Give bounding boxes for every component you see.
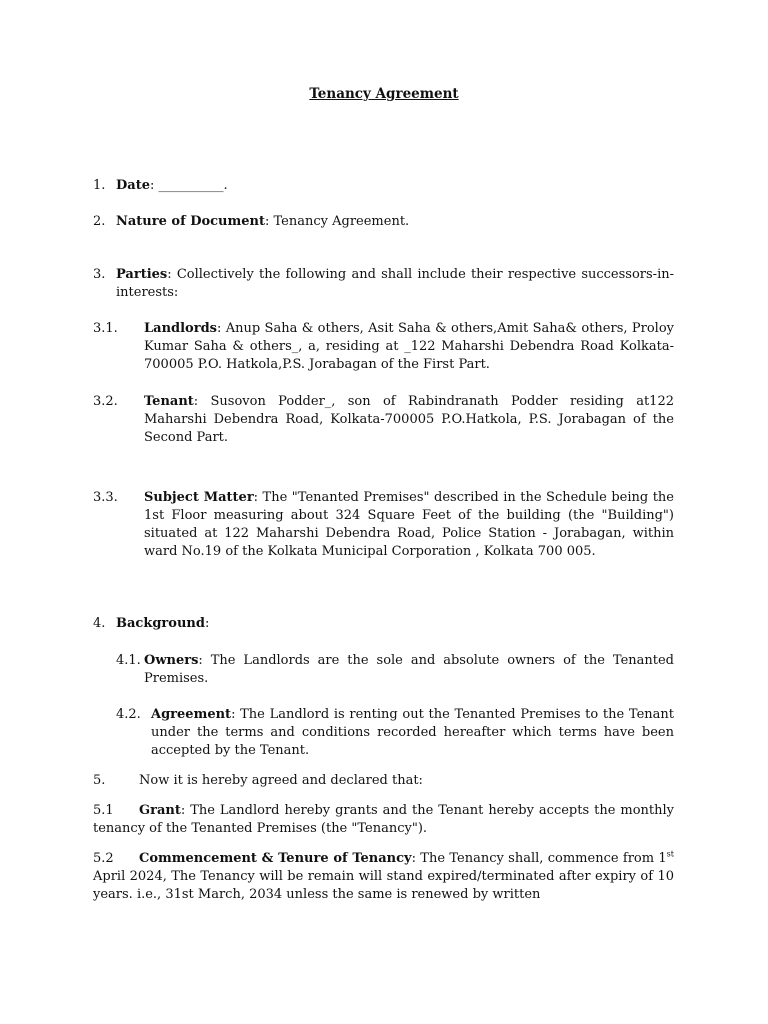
clause-text: : The Landlord hereby grants and the Tenant hereby accepts the monthly tenancy of the Tenanted Premises (the "Tenancy"). [93,803,674,836]
clause-text: : [204,616,210,631]
clause-label: Grant [139,803,181,818]
parties-clause [116,266,674,302]
document-title: Tenancy Agreement [309,86,459,102]
clause-label: Background [116,616,205,631]
clause-text: : Collectively the following and shall include their respective successors-in-interests: [116,267,674,300]
clause-label: Parties [116,267,168,282]
date-value: : __________. [149,178,228,193]
item-number: 3. [93,267,106,282]
clause-text: : The Tenancy shall, commence from 1 [411,851,667,866]
landlords-clause [144,320,674,374]
clause-text: : The Landlord is renting out the Tenanted Premises to the Tenant under the terms and conditions recorded hereafter which terms have been accepted by the Tenant. [151,707,674,758]
ordinal-suffix: st [666,849,674,859]
agreement-clause [151,706,674,760]
date-clause [116,177,676,195]
subject-matter-clause [144,489,674,561]
item-number: 3.2. [93,394,118,409]
clause-text: : The Landlords are the sole and absolute owners of the Tenanted Premises. [144,653,674,686]
owners-clause [144,652,674,688]
clause-text: : The "Tenanted Premises" described in the Schedule being the 1st Floor measuring about 324 Square Feet of the building (the "Building") situated at 122 Maharshi Debendra Road, Police Station - Jorabagan, within ward No.19 of the Kolkata Municipal Corporation , Kolkata 700 005. [144,490,675,559]
clause-text: : Anup Saha & others, Asit Saha & others,Amit Saha& others, Proloy Kumar Saha & others_, a, residing at _122 Maharshi Debendra Road Kolkata-700005 P.O. Hatkola,P.S. Jorabagan of the First Part. [144,321,674,372]
clause-label: Nature of Document [116,214,265,229]
declaration-clause: Now it is hereby agreed and declared that: [139,773,423,788]
item-number: 4.2. [116,707,141,722]
item-number: 5.1 [93,803,114,818]
clause-text: : Tenancy Agreement. [265,214,410,229]
item-number: 5.2 [93,851,114,866]
grant-clause [93,802,674,838]
item-number: 3.3. [93,490,118,505]
clause-label: Owners [144,653,199,668]
clause-label: Commencement & Tenure of Tenancy [139,851,412,866]
background-heading [116,615,676,633]
item-number: 4. [93,616,106,631]
item-number: 3.1. [93,321,118,336]
commencement-clause [93,850,674,904]
nature-clause [116,213,676,231]
clause-label: Landlords [144,321,217,336]
item-number: 5. [93,773,106,788]
item-number: 1. [93,178,106,193]
clause-label: Tenant [144,394,194,409]
clause-label: Subject Matter [144,490,254,505]
tenant-clause [144,393,674,447]
clause-label: Agreement [151,707,232,722]
item-number: 4.1. [116,653,141,668]
clause-text: : Susovon Podder_, son of Rabindranath Podder residing at122 Maharshi Debendra Road, Kolkata-700005 P.O.Hatkola, P.S. Jorabagan of the Second Part. [144,394,674,445]
item-number: 2. [93,214,106,229]
clause-label: Date [116,178,150,193]
clause-text: April 2024, The Tenancy will be remain will stand expired/terminated after expiry of 10 years. i.e., 31st March, 2034 unless the same is renewed by written [93,869,674,902]
